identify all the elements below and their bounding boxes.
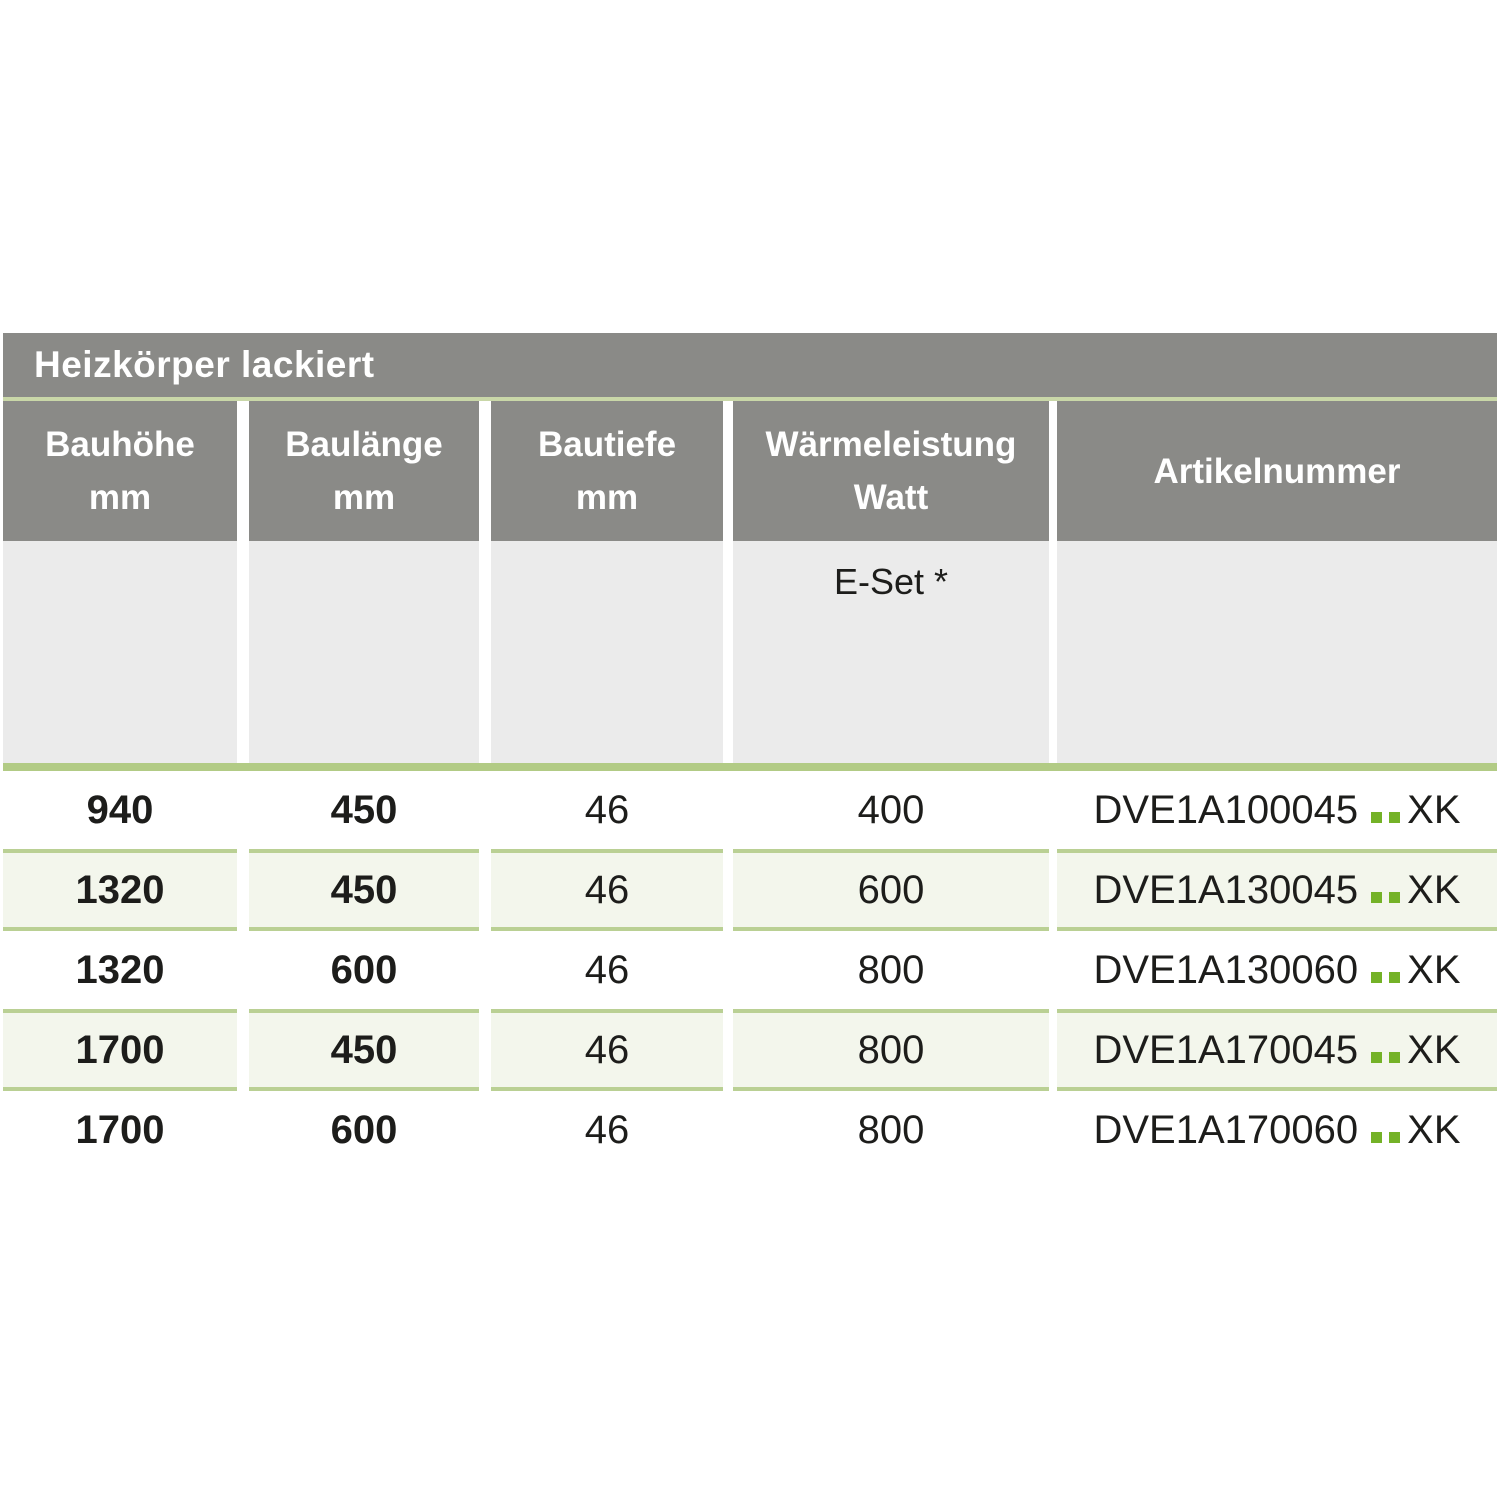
subheader-bautiefe-cell [491, 541, 723, 763]
eset-label: E-Set * [833, 561, 949, 602]
placeholder-dot-icon [1371, 812, 1382, 823]
bautiefe-cell: 46 [491, 1009, 723, 1091]
artikelnummer-text [1093, 788, 1460, 833]
bauhoehe-cell: 1320 [3, 849, 237, 931]
table-row [3, 771, 1497, 849]
artikelnummer-prefix: DVE1A170060 [1093, 1107, 1359, 1152]
header-bauhoehe-unit: mm [88, 478, 152, 517]
baulaenge-cell: 600 [249, 1091, 479, 1169]
bautiefe-cell: 46 [491, 931, 723, 1009]
table-row [3, 931, 1497, 1009]
subheader-baulaenge-cell [249, 541, 479, 763]
bautiefe-cell: 46 [491, 771, 723, 849]
artikelnummer-cell [1057, 1091, 1497, 1169]
artikelnummer-suffix: XK [1407, 1107, 1461, 1152]
header-bautiefe-unit: mm [575, 478, 639, 517]
subheader-eset-cell [733, 541, 1049, 763]
artikelnummer-cell [1057, 1009, 1497, 1091]
header-row [3, 401, 1497, 541]
table-row [3, 849, 1497, 931]
artikelnummer-text [1093, 1028, 1460, 1073]
header-baulaenge-label: Baulänge [285, 425, 443, 464]
subheader-artikelnummer-cell [1057, 541, 1497, 763]
artikelnummer-text [1093, 948, 1460, 993]
placeholder-dot-icon [1389, 1132, 1400, 1143]
header-baulaenge-unit: mm [332, 478, 396, 517]
placeholder-dot-icon [1371, 1132, 1382, 1143]
bauhoehe-cell: 1320 [3, 931, 237, 1009]
header-artikelnummer [1057, 401, 1497, 541]
watt-cell: 800 [733, 931, 1049, 1009]
artikelnummer-text [1093, 1108, 1460, 1153]
artikelnummer-suffix: XK [1407, 867, 1461, 912]
table-title-bar [3, 333, 1497, 397]
product-spec-table [3, 333, 1497, 1169]
header-baulaenge [249, 401, 479, 541]
watt-cell: 600 [733, 849, 1049, 931]
header-body-divider [3, 763, 1497, 771]
header-bauhoehe-label: Bauhöhe [45, 425, 195, 464]
baulaenge-cell: 600 [249, 931, 479, 1009]
bauhoehe-cell: 1700 [3, 1091, 237, 1169]
bautiefe-cell: 46 [491, 1091, 723, 1169]
artikelnummer-prefix: DVE1A100045 [1093, 787, 1359, 832]
artikelnummer-suffix: XK [1407, 787, 1461, 832]
header-waermeleistung [733, 401, 1049, 541]
artikelnummer-cell [1057, 931, 1497, 1009]
baulaenge-cell: 450 [249, 771, 479, 849]
placeholder-dot-icon [1371, 972, 1382, 983]
header-artikelnummer-label: Artikelnummer [1153, 451, 1401, 491]
placeholder-dot-icon [1389, 892, 1400, 903]
bautiefe-cell: 46 [491, 849, 723, 931]
artikelnummer-cell [1057, 849, 1497, 931]
table-row [3, 1009, 1497, 1091]
artikelnummer-prefix: DVE1A130045 [1093, 867, 1359, 912]
artikelnummer-suffix: XK [1407, 947, 1461, 992]
header-waermeleistung-label: Wärmeleistung [765, 425, 1017, 464]
placeholder-dot-icon [1389, 812, 1400, 823]
placeholder-dot-icon [1389, 972, 1400, 983]
artikelnummer-prefix: DVE1A170045 [1093, 1027, 1359, 1072]
subheader-row [3, 541, 1497, 763]
baulaenge-cell: 450 [249, 849, 479, 931]
placeholder-dot-icon [1389, 1052, 1400, 1063]
bauhoehe-cell: 1700 [3, 1009, 237, 1091]
bauhoehe-cell: 940 [3, 771, 237, 849]
table-title: Heizkörper lackiert [34, 344, 375, 385]
header-bautiefe [491, 401, 723, 541]
header-waermeleistung-unit: Watt [853, 478, 929, 517]
artikelnummer-prefix: DVE1A130060 [1093, 947, 1359, 992]
subheader-bauhoehe-cell [3, 541, 237, 763]
watt-cell: 400 [733, 771, 1049, 849]
header-bauhoehe [3, 401, 237, 541]
placeholder-dot-icon [1371, 892, 1382, 903]
watt-cell: 800 [733, 1091, 1049, 1169]
baulaenge-cell: 450 [249, 1009, 479, 1091]
artikelnummer-suffix: XK [1407, 1027, 1461, 1072]
placeholder-dot-icon [1371, 1052, 1382, 1063]
artikelnummer-cell [1057, 771, 1497, 849]
table-row [3, 1091, 1497, 1169]
header-bautiefe-label: Bautiefe [537, 425, 677, 464]
watt-cell: 800 [733, 1009, 1049, 1091]
artikelnummer-text [1093, 868, 1460, 913]
